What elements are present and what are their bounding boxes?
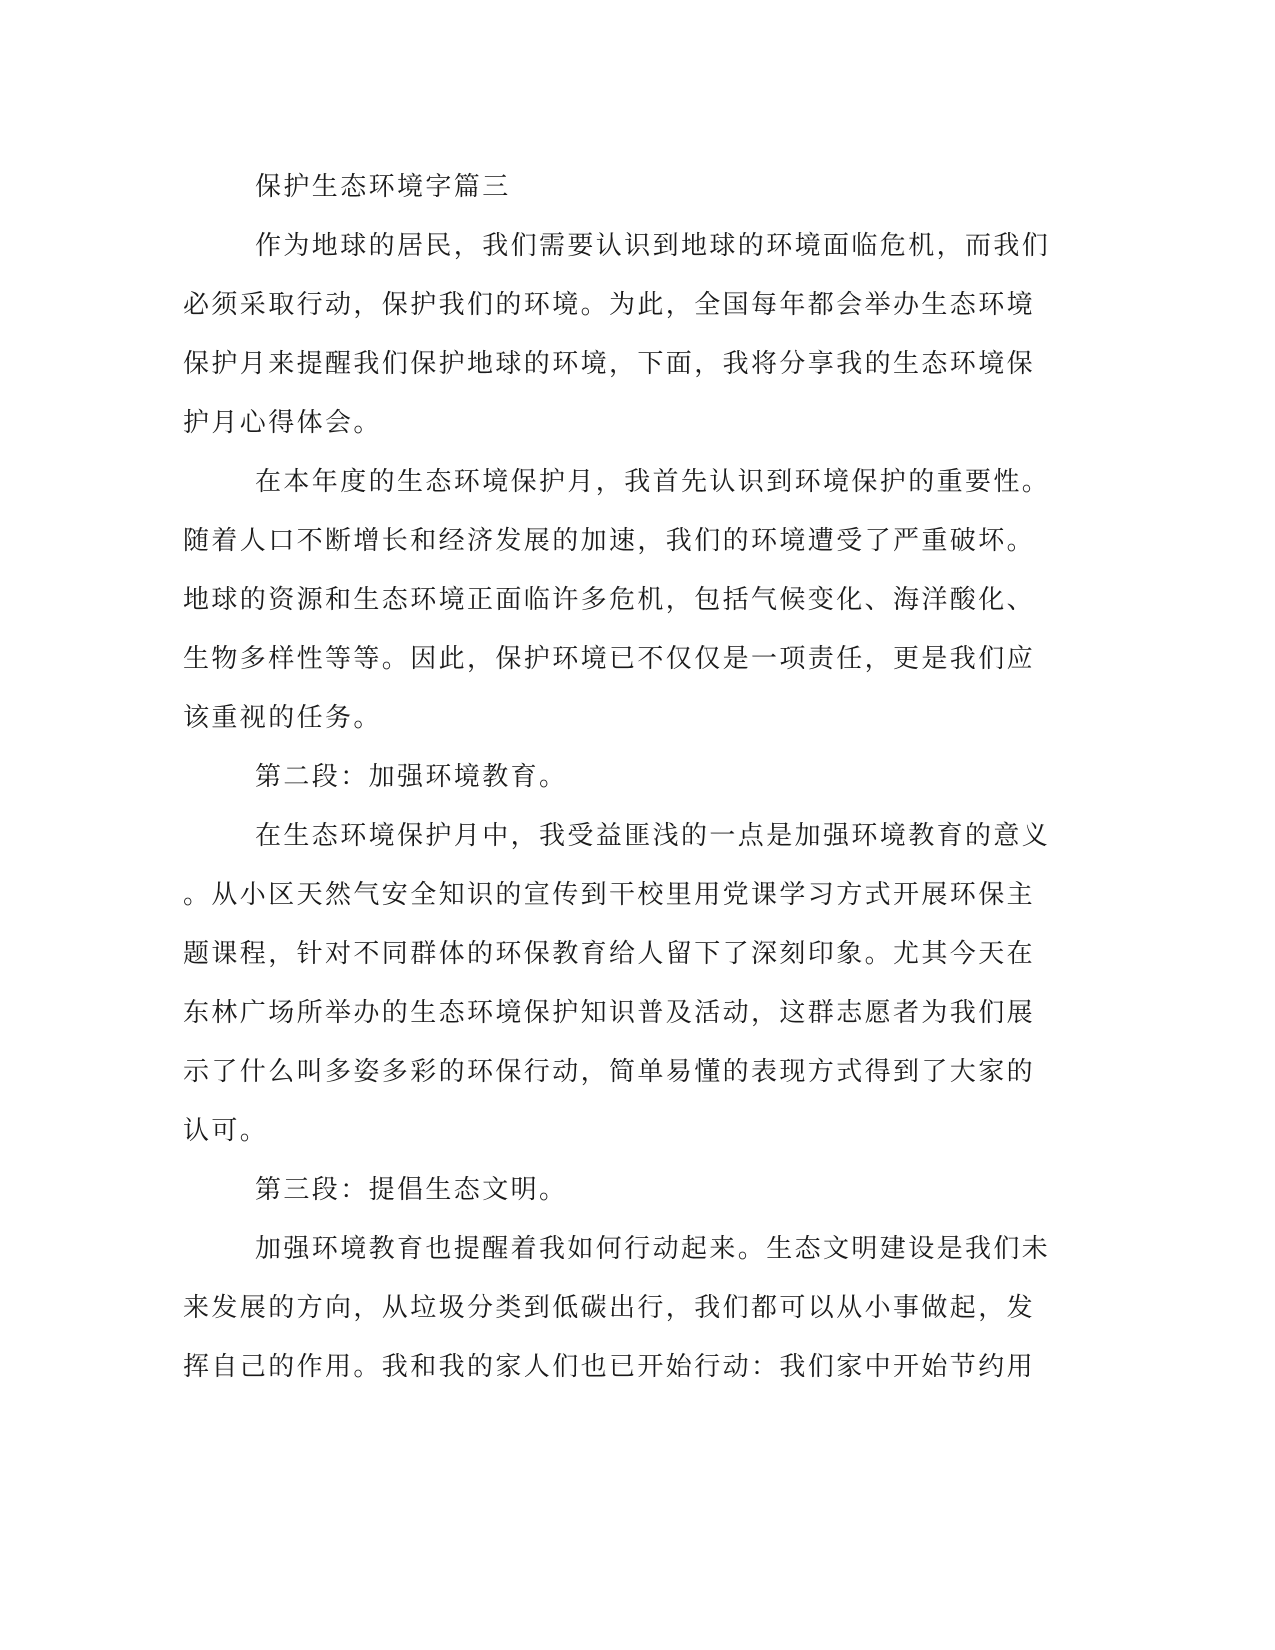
section-heading: 第三段：提倡生态文明。 bbox=[255, 1175, 568, 1205]
paragraph-line: 在本年度的生态环境保护月，我首先认识到环境保护的重要性。 bbox=[255, 467, 1051, 497]
section-heading: 保护生态环境字篇三 bbox=[255, 172, 511, 202]
paragraph-line: 示了什么叫多姿多彩的环保行动，简单易懂的表现方式得到了大家的 bbox=[183, 1057, 1036, 1087]
paragraph-line: 该重视的任务。 bbox=[183, 703, 382, 733]
paragraph-line: 地球的资源和生态环境正面临许多危机，包括气候变化、海洋酸化、 bbox=[183, 585, 1036, 615]
paragraph-line: 保护月来提醒我们保护地球的环境，下面，我将分享我的生态环境保 bbox=[183, 349, 1036, 379]
paragraph-line: 随着人口不断增长和经济发展的加速，我们的环境遭受了严重破坏。 bbox=[183, 526, 1036, 556]
paragraph-line: 必须采取行动，保护我们的环境。为此，全国每年都会举办生态环境 bbox=[183, 290, 1036, 320]
paragraph-line: 作为地球的居民，我们需要认识到地球的环境面临危机，而我们 bbox=[255, 231, 1051, 261]
paragraph-line: 挥自己的作用。我和我的家人们也已开始行动：我们家中开始节约用 bbox=[183, 1352, 1036, 1382]
paragraph-line: 护月心得体会。 bbox=[183, 408, 382, 438]
paragraph-line: 在生态环境保护月中，我受益匪浅的一点是加强环境教育的意义 bbox=[255, 821, 1051, 851]
section-heading: 第二段：加强环境教育。 bbox=[255, 762, 568, 792]
paragraph-line: 题课程，针对不同群体的环保教育给人留下了深刻印象。尤其今天在 bbox=[183, 939, 1036, 969]
paragraph-line: 来发展的方向，从垃圾分类到低碳出行，我们都可以从小事做起，发 bbox=[183, 1293, 1036, 1323]
document-body bbox=[183, 158, 1051, 1397]
paragraph-line: 。从小区天然气安全知识的宣传到干校里用党课学习方式开展环保主 bbox=[183, 880, 1036, 910]
paragraph-line: 加强环境教育也提醒着我如何行动起来。生态文明建设是我们未 bbox=[255, 1234, 1051, 1264]
paragraph-line: 认可。 bbox=[183, 1116, 269, 1146]
paragraph-line: 生物多样性等等。因此，保护环境已不仅仅是一项责任，更是我们应 bbox=[183, 644, 1036, 674]
paragraph-line: 东林广场所举办的生态环境保护知识普及活动，这群志愿者为我们展 bbox=[183, 998, 1036, 1028]
